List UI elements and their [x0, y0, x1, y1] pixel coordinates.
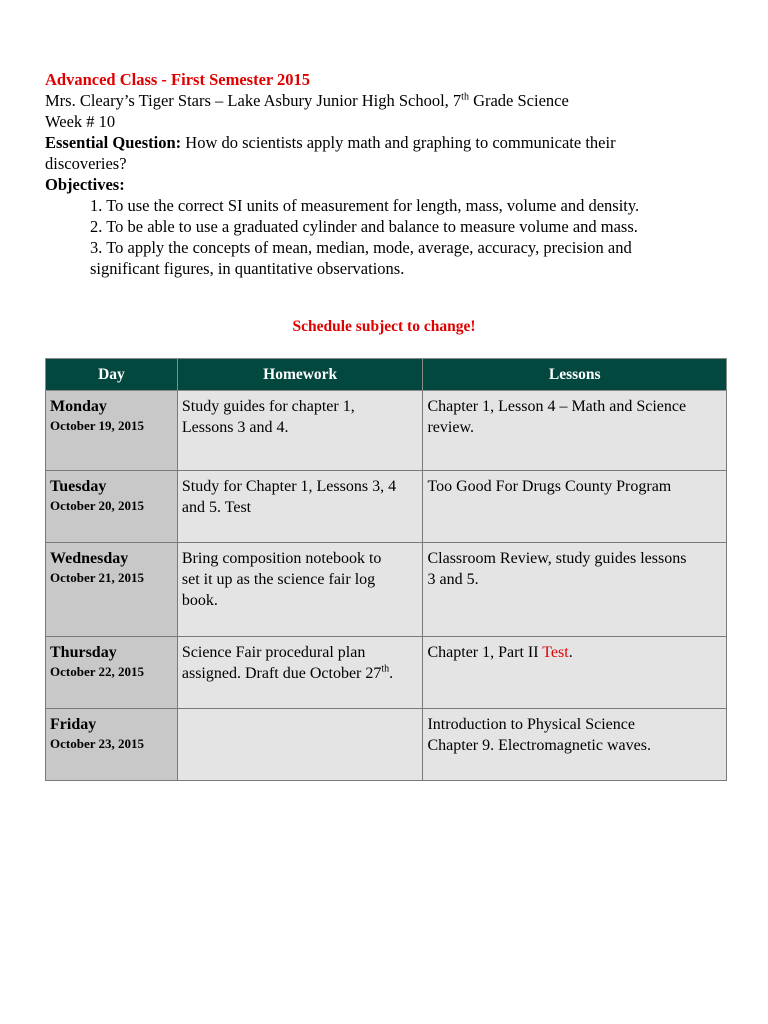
homework-text: set it up as the science fair log: [181, 571, 376, 588]
homework-text: Study guides for chapter 1,: [181, 398, 355, 415]
column-header-day: Day: [46, 359, 178, 391]
day-name: Thursday: [50, 644, 117, 661]
lesson-cell: [423, 471, 727, 543]
essential-question-label: Essential Question:: [45, 133, 182, 152]
class-line-text: Mrs. Cleary’s Tiger Stars – Lake Asbury Junior High School, 7: [45, 91, 462, 110]
class-line-rest: Grade Science: [468, 91, 569, 110]
lesson-cell: [423, 543, 727, 637]
test-highlight: Test: [542, 644, 569, 661]
homework-text-end: .: [389, 665, 394, 682]
homework-text: Study for Chapter 1, Lessons 3, 4: [181, 478, 397, 495]
objectives-list: [45, 195, 735, 279]
homework-text: Lessons 3 and 4.: [181, 419, 289, 436]
schedule-notice: Schedule subject to change!: [292, 318, 476, 335]
lesson-text: Classroom Review, study guides lessons: [427, 550, 687, 567]
table-header-row: [46, 359, 727, 391]
homework-text: assigned. Draft due October 27: [181, 665, 382, 682]
day-cell: [46, 709, 178, 781]
table-row: [46, 637, 727, 709]
lesson-text-line: [427, 642, 722, 663]
class-line: [45, 90, 735, 111]
column-header-lessons: Lessons: [423, 359, 727, 391]
lesson-cell: [423, 637, 727, 709]
homework-cell: [177, 709, 423, 781]
lesson-text: Chapter 1, Lesson 4 – Math and Science: [427, 398, 687, 415]
schedule-table: [45, 358, 727, 781]
day-name: Friday: [50, 716, 97, 733]
essential-question: [45, 132, 735, 153]
objective-item: 1. To use the correct SI units of measurement for length, mass, volume and density.: [90, 196, 640, 215]
homework-cell: [177, 637, 423, 709]
lesson-cell: [423, 709, 727, 781]
objectives-label: Objectives:: [45, 175, 125, 194]
document-header: [45, 69, 735, 279]
day-name: Monday: [50, 398, 107, 415]
day-cell: [46, 391, 178, 471]
homework-cell: [177, 391, 423, 471]
homework-text: book.: [181, 592, 218, 609]
lesson-text: Introduction to Physical Science: [427, 716, 635, 733]
class-line-sup: th: [461, 91, 469, 103]
page-title: Advanced Class - First Semester 2015: [45, 70, 311, 89]
day-cell: [46, 543, 178, 637]
day-date: October 19, 2015: [50, 418, 144, 433]
day-date: October 20, 2015: [50, 498, 144, 513]
lesson-text: review.: [427, 419, 474, 436]
lesson-text: Chapter 1, Part II: [427, 644, 543, 661]
objective-item-continued: significant figures, in quantitative observations.: [90, 259, 405, 278]
table-row: [46, 391, 727, 471]
day-cell: [46, 471, 178, 543]
table-row: [46, 471, 727, 543]
table-row: [46, 709, 727, 781]
homework-text: Science Fair procedural plan: [181, 644, 366, 661]
homework-text-line: [182, 663, 419, 684]
day-cell: [46, 637, 178, 709]
essential-question-continued: discoveries?: [45, 154, 127, 173]
day-date: October 21, 2015: [50, 570, 144, 585]
table-row: [46, 543, 727, 637]
day-name: Wednesday: [50, 550, 129, 567]
lesson-text: Chapter 9. Electromagnetic waves.: [427, 737, 651, 754]
lesson-text: 3 and 5.: [427, 571, 479, 588]
homework-text: and 5. Test: [181, 499, 252, 516]
objective-item: 3. To apply the concepts of mean, median, mode, average, accuracy, precision and: [90, 238, 632, 257]
homework-text: Bring composition notebook to: [181, 550, 382, 567]
lesson-cell: [423, 391, 727, 471]
day-name: Tuesday: [50, 478, 107, 495]
homework-cell: [177, 543, 423, 637]
day-date: October 23, 2015: [50, 736, 144, 751]
day-date: October 22, 2015: [50, 664, 144, 679]
objective-item: 2. To be able to use a graduated cylinder and balance to measure volume and mass.: [90, 217, 638, 236]
week-label: Week # 10: [45, 112, 116, 131]
column-header-homework: Homework: [177, 359, 423, 391]
lesson-text: Too Good For Drugs County Program: [427, 478, 672, 495]
homework-sup: th: [381, 663, 390, 675]
lesson-text-end: .: [568, 644, 573, 661]
homework-cell: [177, 471, 423, 543]
essential-question-text: How do scientists apply math and graphing to communicate their: [181, 133, 616, 152]
